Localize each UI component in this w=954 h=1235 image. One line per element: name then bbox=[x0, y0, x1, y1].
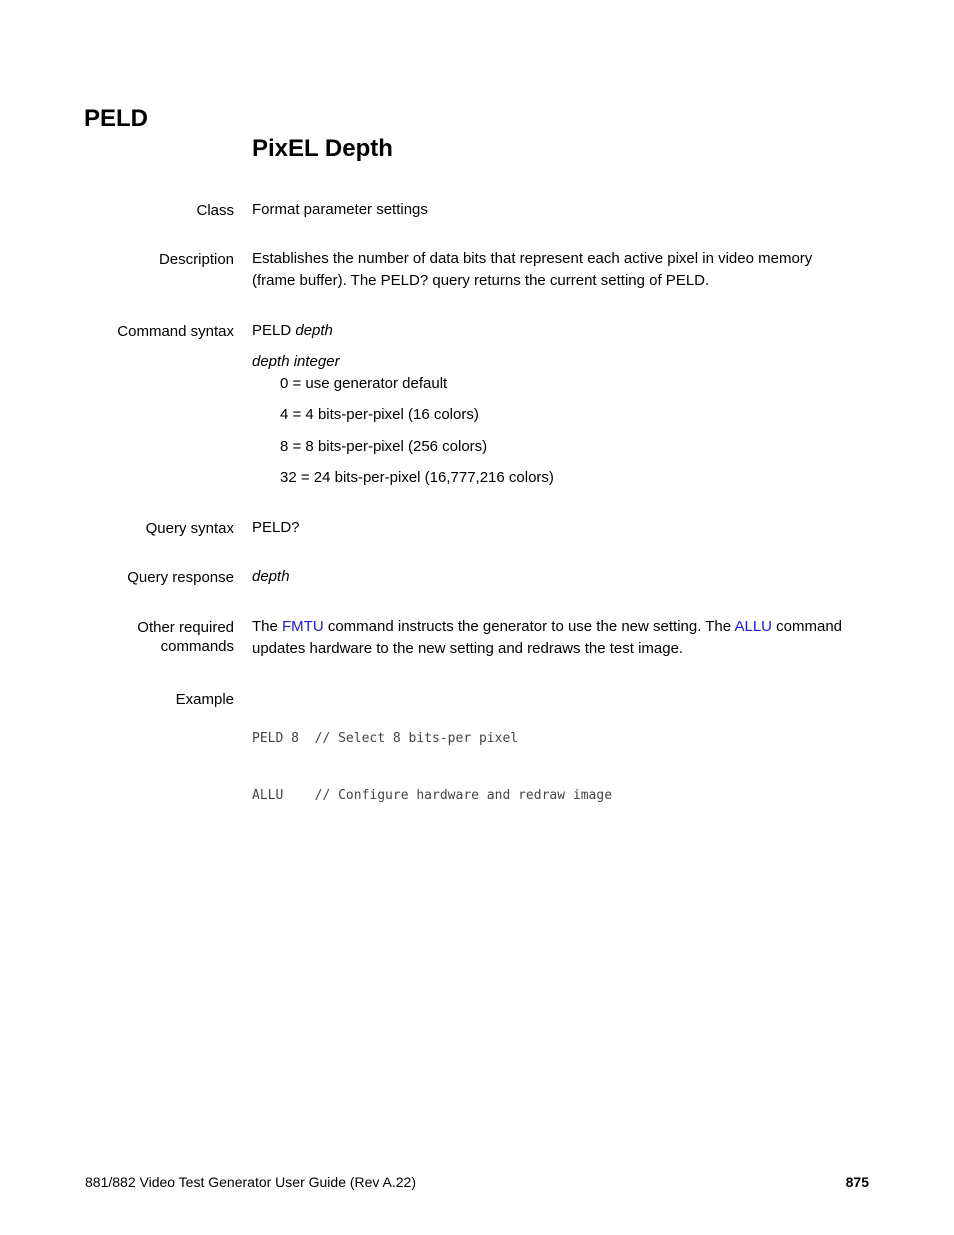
syntax-command: PELD bbox=[252, 322, 292, 339]
class-text: Format parameter settings bbox=[252, 201, 428, 218]
other-required-text-1: The bbox=[252, 618, 283, 635]
other-required-text-2: command instructs the generator to use the new setting. The bbox=[323, 618, 735, 635]
example-label: Example bbox=[175, 691, 234, 708]
command-title-heading: PixEL Depth bbox=[252, 135, 393, 162]
other-required-label-line-1: Other required bbox=[137, 619, 234, 636]
parameter-value-4: 4 = 4 bits-per-pixel (16 colors) bbox=[280, 406, 479, 423]
syntax-parameter: depth bbox=[295, 322, 333, 339]
example-code bbox=[252, 691, 612, 824]
description-line-2: (frame buffer). The PELD? query returns the current setting of PELD. bbox=[252, 272, 710, 289]
other-required-line-2: updates hardware to the new setting and redraws the test image. bbox=[252, 640, 684, 657]
query-syntax-text: PELD? bbox=[252, 519, 300, 536]
query-syntax-label: Query syntax bbox=[145, 520, 234, 537]
command-syntax-label: Command syntax bbox=[117, 323, 234, 340]
parameter-value-8: 8 = 8 bits-per-pixel (256 colors) bbox=[280, 438, 488, 455]
other-required-text-3: command bbox=[772, 618, 843, 635]
description-label: Description bbox=[158, 251, 234, 268]
other-required-label-line-2: commands bbox=[160, 638, 234, 655]
command-code-heading: PELD bbox=[84, 105, 149, 132]
command-syntax-line bbox=[252, 320, 872, 342]
class-label: Class bbox=[196, 202, 234, 219]
footer-page-number: 875 bbox=[845, 1174, 869, 1190]
allu-link[interactable]: ALLU bbox=[734, 618, 772, 635]
description-line-1: Establishes the number of data bits that represent each active pixel in video memory bbox=[252, 250, 813, 267]
footer-document-title: 881/882 Video Test Generator User Guide (Rev A.22) bbox=[85, 1174, 417, 1190]
parameter-value-32: 32 = 24 bits-per-pixel (16,777,216 colors) bbox=[280, 469, 554, 486]
other-required-label bbox=[137, 618, 234, 656]
fmtu-link[interactable]: FMTU bbox=[282, 618, 324, 635]
example-code-line-2: ALLU // Configure hardware and redraw image bbox=[252, 788, 613, 803]
parameter-name: depth integer bbox=[252, 353, 340, 370]
parameter-value-0: 0 = use generator default bbox=[280, 375, 448, 392]
query-response-text: depth bbox=[252, 568, 290, 585]
example-code-line-1: PELD 8 // Select 8 bits-per pixel bbox=[252, 731, 519, 746]
other-required-text bbox=[252, 616, 872, 660]
description-text bbox=[252, 248, 872, 292]
other-required-line-1 bbox=[252, 616, 872, 638]
query-response-label: Query response bbox=[127, 569, 234, 586]
